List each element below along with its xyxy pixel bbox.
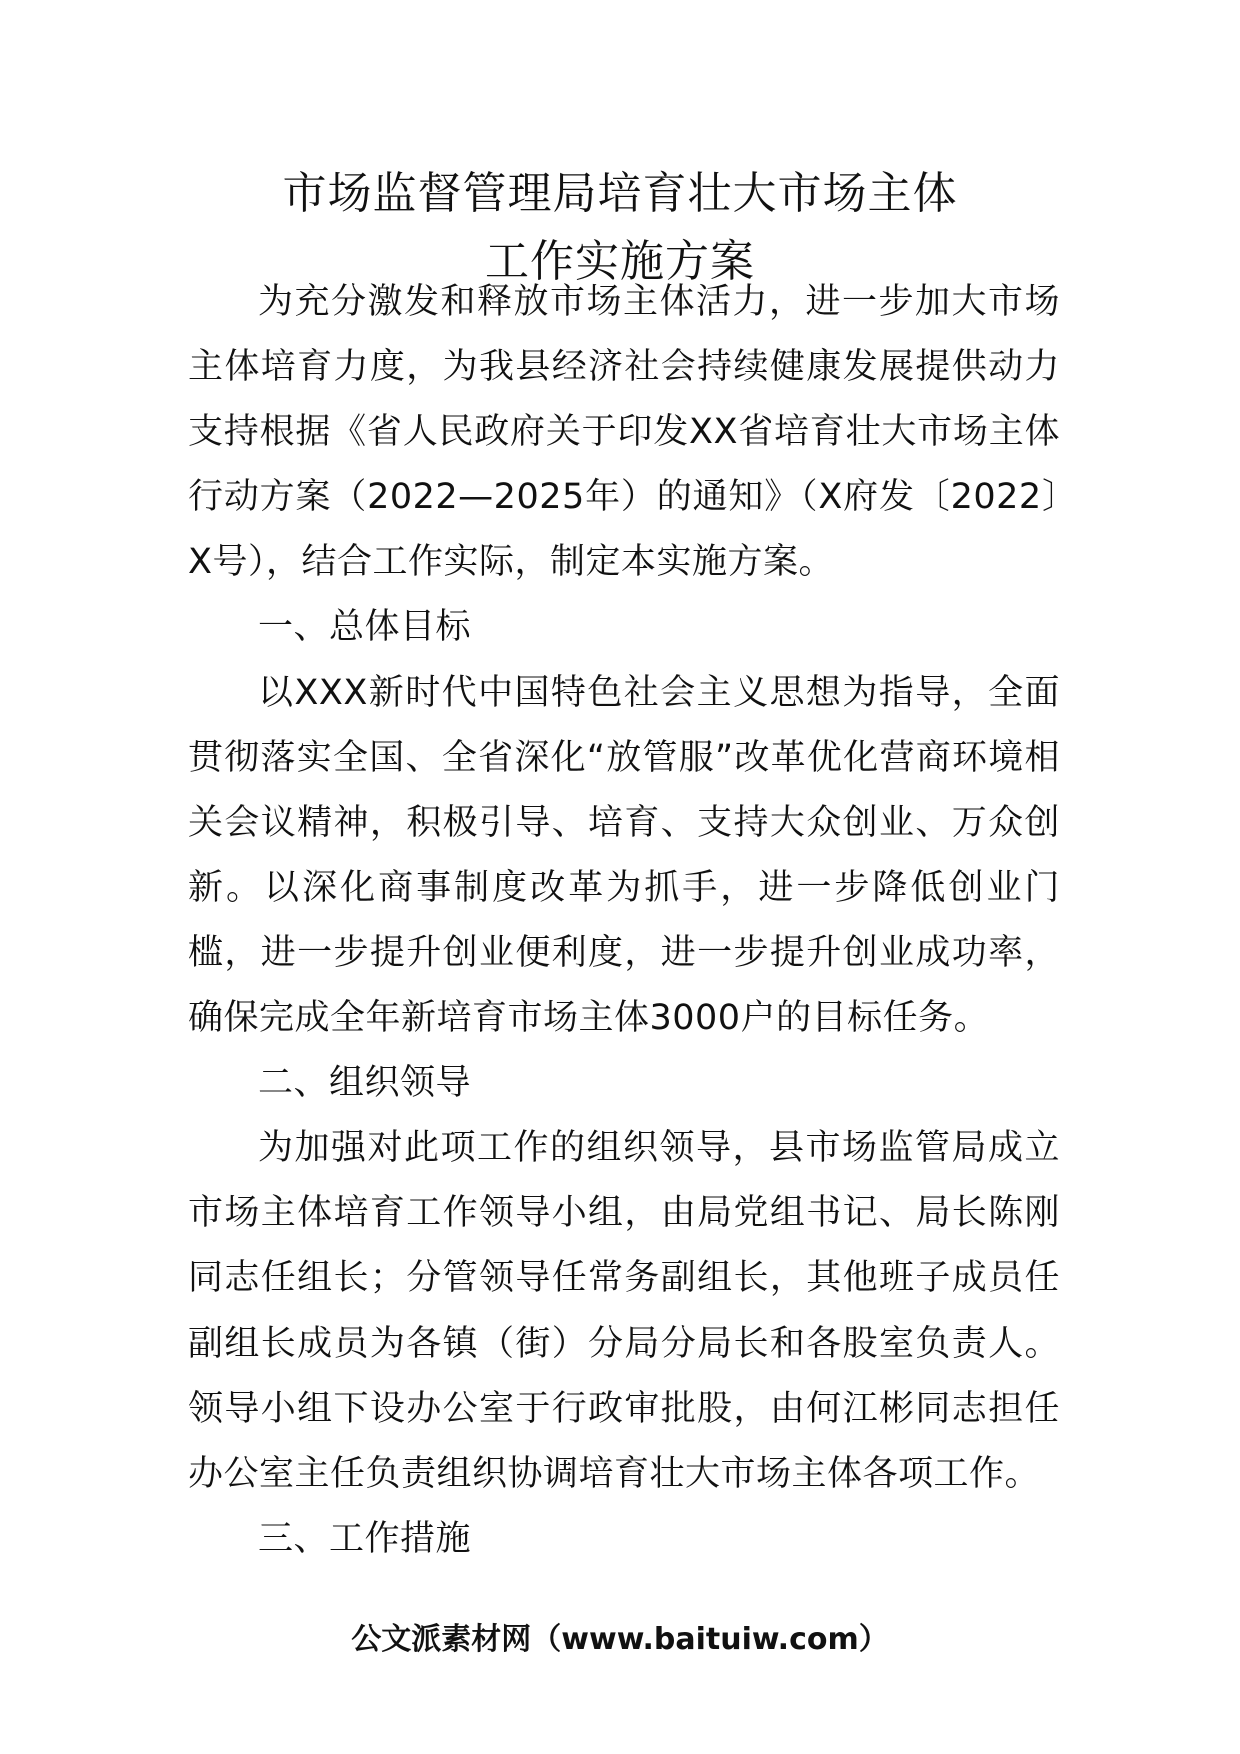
- document-title-line-1: 市场监督管理局培育壮大市场主体: [282, 168, 958, 219]
- section-heading-1: 一、总体目标: [258, 607, 472, 648]
- intro-paragraph: 为充分激发和释放市场主体活力，进一步加大市场主体培育力度，为我县经济社会持续健康发展提供动力支持根据《省人民政府关于印发XX省培育壮大市场主体行动方案（2022—2025年）的通知》（X府发〔2022〕X号），结合工作实际，制定本实施方案。: [188, 282, 1060, 583]
- footer-watermark: 公文派素材网（www.baituiw.com）: [351, 1622, 889, 1657]
- document-body: [188, 270, 1060, 1572]
- leadership-paragraph: 为加强对此项工作的组织领导，县市场监管局成立市场主体培育工作领导小组，由局党组书记、局长陈刚同志任组长；分管领导任常务副组长，其他班子成员任副组长成员为各镇（街）分局分局长和各股室负责人。领导小组下设办公室于行政审批股，由何江彬同志担任办公室主任负责组织协调培育壮大市场主体各项工作。: [188, 1128, 1060, 1494]
- section-heading-2: 二、组织领导: [258, 1063, 472, 1104]
- document-title-line-2: 工作实施方案: [485, 236, 755, 287]
- goal-paragraph: 以XXX新时代中国特色社会主义思想为指导，全面贯彻落实全国、全省深化“放管服”改革优化营商环境相关会议精神，积极引导、培育、支持大众创业、万众创新。以深化商事制度改革为抓手，进一步降低创业门槛，进一步提升创业便利度，进一步提升创业成功率，确保完成全年新培育市场主体3000户的目标任务。: [188, 672, 1060, 1039]
- section-heading-3: 三、工作措施: [258, 1518, 472, 1559]
